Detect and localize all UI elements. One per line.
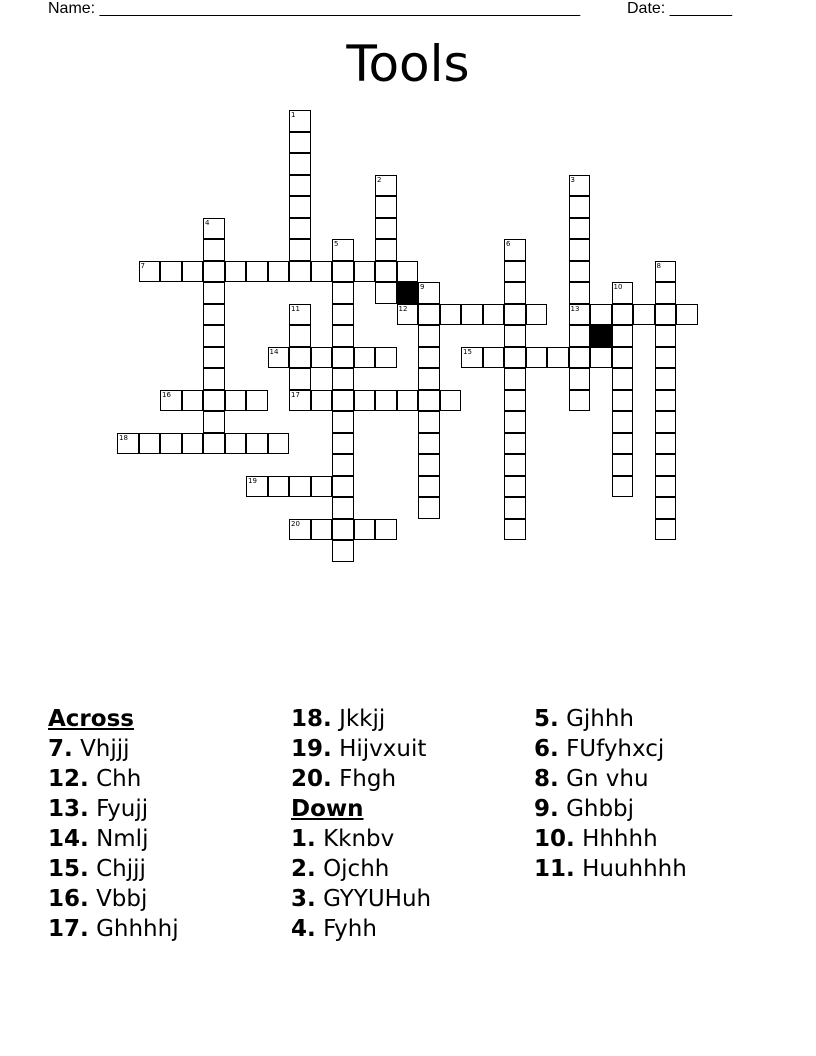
clue-down-11: 11. Huuhhhh xyxy=(534,856,687,882)
grid-cell[interactable] xyxy=(289,325,311,347)
grid-cell[interactable] xyxy=(375,175,397,197)
grid-cell[interactable] xyxy=(203,218,225,240)
grid-cell[interactable] xyxy=(246,476,268,498)
grid-cell[interactable] xyxy=(332,497,354,519)
grid-cell[interactable] xyxy=(268,347,290,369)
grid-cell[interactable] xyxy=(418,390,440,412)
grid-cell[interactable] xyxy=(526,304,548,326)
clue-across-15: 15. Chjjj xyxy=(48,856,146,882)
grid-cell[interactable] xyxy=(590,304,612,326)
grid-cell[interactable] xyxy=(225,261,247,283)
grid-cell[interactable] xyxy=(311,519,333,541)
cell-number: 2 xyxy=(377,175,382,184)
grid-cell[interactable] xyxy=(612,433,634,455)
grid-cell[interactable] xyxy=(655,519,677,541)
grid-cell[interactable] xyxy=(418,411,440,433)
date-field-label: Date: _______ xyxy=(627,0,732,17)
grid-cell[interactable] xyxy=(332,433,354,455)
cell-number: 6 xyxy=(506,240,511,248)
grid-cell[interactable] xyxy=(483,304,505,326)
grid-cell[interactable] xyxy=(569,325,591,347)
grid-cell[interactable] xyxy=(569,347,591,369)
grid-cell[interactable] xyxy=(289,153,311,175)
grid-cell[interactable] xyxy=(569,261,591,283)
grid-cell[interactable] xyxy=(160,433,182,455)
grid-cell[interactable] xyxy=(612,304,634,326)
grid-cell[interactable] xyxy=(655,347,677,369)
grid-cell[interactable] xyxy=(203,411,225,433)
clue-across-14: 14. Nmlj xyxy=(48,826,149,852)
grid-cell[interactable] xyxy=(504,497,526,519)
grid-cell[interactable] xyxy=(418,325,440,347)
clue-across-17: 17. Ghhhhj xyxy=(48,916,179,942)
grid-cell[interactable] xyxy=(289,390,311,412)
cell-number: 4 xyxy=(205,218,210,227)
grid-cell[interactable] xyxy=(655,433,677,455)
grid-cell[interactable] xyxy=(504,304,526,326)
grid-cell[interactable] xyxy=(655,476,677,498)
clues-column-1 xyxy=(48,704,288,944)
grid-cell[interactable] xyxy=(289,476,311,498)
down-heading: Down xyxy=(291,796,364,822)
grid-cell[interactable] xyxy=(268,433,290,455)
grid-cell[interactable] xyxy=(375,282,397,304)
clue-across-20: 20. Fhgh xyxy=(291,766,397,792)
grid-cell[interactable] xyxy=(354,261,376,283)
grid-cell[interactable] xyxy=(504,261,526,283)
grid-cell[interactable] xyxy=(504,519,526,541)
cell-number: 20 xyxy=(291,519,300,528)
cell-number: 17 xyxy=(291,390,300,399)
grid-cell[interactable] xyxy=(655,304,677,326)
grid-cell[interactable] xyxy=(332,540,354,562)
cell-number: 15 xyxy=(463,347,472,356)
grid-cell[interactable] xyxy=(311,476,333,498)
clue-across-18: 18. Jkkjj xyxy=(291,706,386,732)
grid-cell[interactable] xyxy=(655,454,677,476)
grid-cell[interactable] xyxy=(182,390,204,412)
grid-cell[interactable] xyxy=(418,347,440,369)
grid-cell[interactable] xyxy=(612,282,634,304)
grid-cell[interactable] xyxy=(332,476,354,498)
grid-cell[interactable] xyxy=(289,347,311,369)
grid-cell[interactable] xyxy=(418,497,440,519)
grid-cell[interactable] xyxy=(612,325,634,347)
grid-cell[interactable] xyxy=(612,390,634,412)
grid-block xyxy=(590,325,612,347)
grid-cell[interactable] xyxy=(203,347,225,369)
grid-cell[interactable] xyxy=(332,325,354,347)
clue-down-5: 5. Gjhhh xyxy=(534,706,635,732)
grid-cell[interactable] xyxy=(612,454,634,476)
grid-cell[interactable] xyxy=(569,368,591,390)
grid-cell[interactable] xyxy=(655,368,677,390)
grid-cell[interactable] xyxy=(311,261,333,283)
grid-cell[interactable] xyxy=(268,261,290,283)
grid-cell[interactable] xyxy=(289,519,311,541)
name-field-label: Name: ______________________________________________________ xyxy=(48,0,581,17)
cell-number: 5 xyxy=(334,240,339,248)
grid-cell[interactable] xyxy=(332,304,354,326)
clue-down-10: 10. Hhhhh xyxy=(534,826,658,852)
clue-down-3: 3. GYYUHuh xyxy=(291,886,432,912)
grid-cell[interactable] xyxy=(332,411,354,433)
grid-cell[interactable] xyxy=(332,282,354,304)
cell-number: 10 xyxy=(613,283,623,291)
grid-cell[interactable] xyxy=(418,282,440,304)
page-title: Tools xyxy=(346,35,470,93)
grid-cell[interactable] xyxy=(246,433,268,455)
cell-number: 13 xyxy=(570,304,580,313)
grid-cell[interactable] xyxy=(268,476,290,498)
grid-cell[interactable] xyxy=(612,347,634,369)
grid-cell[interactable] xyxy=(203,261,225,283)
grid-cell[interactable] xyxy=(461,347,483,369)
cell-number: 11 xyxy=(291,304,300,313)
grid-cell[interactable] xyxy=(655,325,677,347)
grid-cell[interactable] xyxy=(612,368,634,390)
grid-cell[interactable] xyxy=(504,411,526,433)
grid-cell[interactable] xyxy=(504,347,526,369)
clue-across-19: 19. Hijvxuit xyxy=(291,736,427,762)
grid-cell[interactable] xyxy=(418,368,440,390)
grid-cell[interactable] xyxy=(160,261,182,283)
grid-cell[interactable] xyxy=(225,390,247,412)
grid-cell[interactable] xyxy=(526,347,548,369)
grid-cell[interactable] xyxy=(203,239,225,261)
grid-cell[interactable] xyxy=(655,411,677,433)
grid-cell[interactable] xyxy=(569,218,591,240)
grid-cell[interactable] xyxy=(440,390,462,412)
grid-cell[interactable] xyxy=(569,196,591,218)
grid-cell[interactable] xyxy=(354,347,376,369)
cell-number: 19 xyxy=(248,476,257,485)
grid-cell[interactable] xyxy=(418,476,440,498)
grid-cell[interactable] xyxy=(655,282,677,304)
clue-down-9: 9. Ghbbj xyxy=(534,796,635,822)
grid-cell[interactable] xyxy=(418,304,440,326)
cell-number: 8 xyxy=(656,261,661,270)
grid-cell[interactable] xyxy=(332,454,354,476)
cell-number: 12 xyxy=(398,304,408,313)
clue-across-16: 16. Vbbj xyxy=(48,886,148,912)
grid-cell[interactable] xyxy=(289,218,311,240)
grid-cell[interactable] xyxy=(612,476,634,498)
grid-cell[interactable] xyxy=(440,304,462,326)
grid-cell[interactable] xyxy=(655,497,677,519)
grid-cell[interactable] xyxy=(676,304,698,326)
cell-number: 1 xyxy=(291,111,296,119)
grid-cell[interactable] xyxy=(483,347,505,369)
cell-number: 9 xyxy=(420,283,425,291)
grid-cell[interactable] xyxy=(182,433,204,455)
grid-cell[interactable] xyxy=(332,519,354,541)
grid-cell[interactable] xyxy=(182,261,204,283)
grid-cell[interactable] xyxy=(246,390,268,412)
grid-cell[interactable] xyxy=(504,454,526,476)
cell-number: 3 xyxy=(570,175,575,184)
clue-across-13: 13. Fyujj xyxy=(48,796,149,822)
grid-cell[interactable] xyxy=(139,261,161,283)
clue-across-7: 7. Vhjjj xyxy=(48,736,130,762)
grid-cell[interactable] xyxy=(375,390,397,412)
grid-cell[interactable] xyxy=(569,390,591,412)
grid-cell[interactable] xyxy=(375,261,397,283)
grid-cell[interactable] xyxy=(418,454,440,476)
grid-cell[interactable] xyxy=(160,390,182,412)
grid-cell[interactable] xyxy=(504,390,526,412)
grid-cell[interactable] xyxy=(289,261,311,283)
grid-cell[interactable] xyxy=(655,390,677,412)
grid-cell[interactable] xyxy=(289,132,311,154)
grid-cell[interactable] xyxy=(354,519,376,541)
cell-number: 18 xyxy=(119,433,128,442)
grid-cell[interactable] xyxy=(418,433,440,455)
grid-cell[interactable] xyxy=(289,196,311,218)
grid-cell[interactable] xyxy=(289,304,311,326)
grid-cell[interactable] xyxy=(203,325,225,347)
grid-cell[interactable] xyxy=(289,239,311,261)
grid-cell[interactable] xyxy=(397,304,419,326)
grid-cell[interactable] xyxy=(354,390,376,412)
grid-cell[interactable] xyxy=(612,411,634,433)
grid-cell[interactable] xyxy=(569,304,591,326)
grid-cell[interactable] xyxy=(569,175,591,197)
clue-down-6: 6. FUfyhxcj xyxy=(534,736,665,762)
grid-cell[interactable] xyxy=(547,347,569,369)
clue-across-12: 12. Chh xyxy=(48,766,142,792)
grid-cell[interactable] xyxy=(117,433,139,455)
grid-cell[interactable] xyxy=(504,325,526,347)
grid-cell[interactable] xyxy=(504,368,526,390)
grid-cell[interactable] xyxy=(332,368,354,390)
grid-cell[interactable] xyxy=(203,304,225,326)
grid-cell[interactable] xyxy=(375,218,397,240)
grid-cell[interactable] xyxy=(375,347,397,369)
clue-down-4: 4. Fyhh xyxy=(291,916,377,942)
grid-cell[interactable] xyxy=(225,433,247,455)
grid-cell[interactable] xyxy=(203,368,225,390)
grid-cell[interactable] xyxy=(203,282,225,304)
clue-down-8: 8. Gn vhu xyxy=(534,766,649,792)
grid-block xyxy=(397,282,419,304)
cell-number: 16 xyxy=(162,390,171,399)
grid-cell[interactable] xyxy=(590,347,612,369)
grid-cell[interactable] xyxy=(332,239,354,261)
grid-cell[interactable] xyxy=(332,390,354,412)
cell-number: 14 xyxy=(269,347,279,356)
grid-cell[interactable] xyxy=(397,261,419,283)
grid-cell[interactable] xyxy=(504,433,526,455)
grid-cell[interactable] xyxy=(397,390,419,412)
grid-cell[interactable] xyxy=(504,239,526,261)
grid-cell[interactable] xyxy=(332,347,354,369)
across-heading: Across xyxy=(48,706,134,732)
clue-down-1: 1. Kknbv xyxy=(291,826,395,852)
grid-cell[interactable] xyxy=(289,368,311,390)
grid-cell[interactable] xyxy=(203,433,225,455)
grid-cell[interactable] xyxy=(375,196,397,218)
grid-cell[interactable] xyxy=(203,390,225,412)
grid-cell[interactable] xyxy=(311,390,333,412)
grid-cell[interactable] xyxy=(311,347,333,369)
clue-down-2: 2. Ojchh xyxy=(291,856,390,882)
grid-cell[interactable] xyxy=(375,239,397,261)
grid-cell[interactable] xyxy=(504,476,526,498)
grid-cell[interactable] xyxy=(633,304,655,326)
grid-cell[interactable] xyxy=(375,519,397,541)
grid-cell[interactable] xyxy=(569,239,591,261)
clues-column-3 xyxy=(534,704,774,884)
grid-cell[interactable] xyxy=(139,433,161,455)
grid-cell[interactable] xyxy=(246,261,268,283)
grid-cell[interactable] xyxy=(289,175,311,197)
grid-cell[interactable] xyxy=(289,110,311,132)
clues-column-2 xyxy=(291,704,531,944)
cell-number: 7 xyxy=(140,261,145,270)
grid-cell[interactable] xyxy=(504,282,526,304)
grid-cell[interactable] xyxy=(655,261,677,283)
grid-cell[interactable] xyxy=(569,282,591,304)
grid-cell[interactable] xyxy=(461,304,483,326)
grid-cell[interactable] xyxy=(332,261,354,283)
